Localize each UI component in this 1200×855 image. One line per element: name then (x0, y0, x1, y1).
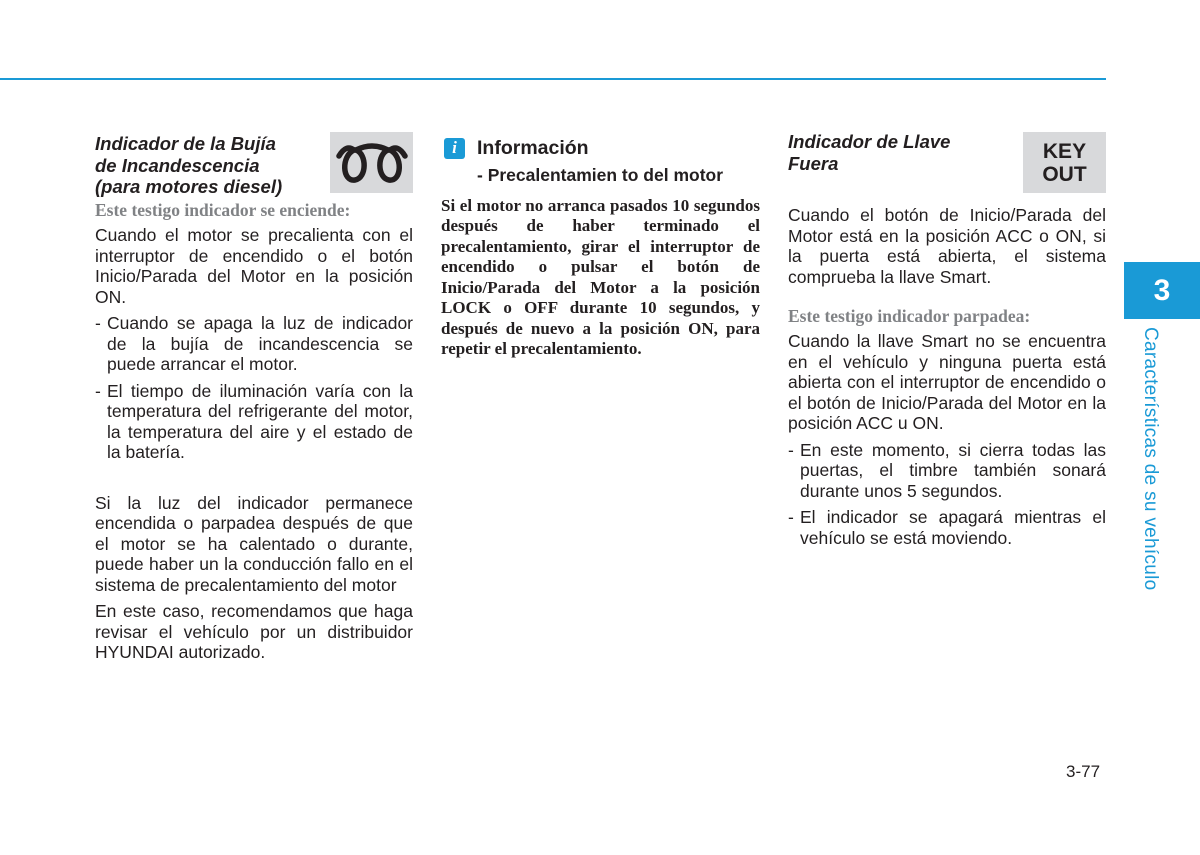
glow-plug-heading: Indicador de la Bujía de Incandescencia (para motores diesel) (95, 133, 283, 197)
info-title: Información (477, 137, 589, 160)
chapter-label: Características de su vehículo (1140, 327, 1161, 591)
key-out-heading: Indicador de Llave Fuera (788, 131, 951, 174)
info-section (441, 138, 760, 360)
key-out-subheading: Este testigo indicador parpadea: (788, 306, 1031, 326)
list-item: - En este momento, si cierra todas las puertas, el timbre también sonará durante unos 5 segundos. (788, 439, 1106, 501)
glow-plug-section (95, 133, 413, 663)
list-item: - Cuando se apaga la luz de indicador de la bujía de incandescencia se puede arrancar el motor. (95, 313, 413, 374)
info-icon: i (444, 138, 465, 159)
key-out-section (788, 131, 1106, 548)
key-out-para1: Cuando el botón de Inicio/Parada del Motor está en la posición ACC o ON, si la puerta está abierta, el sistema comprueba la llave Smart. (788, 205, 1106, 287)
glow-plug-para3: En este caso, recomendamos que haga revisar el vehículo por un distribuidor HYUNDAI autorizado. (95, 601, 413, 662)
chapter-tab: 3 (1124, 262, 1200, 319)
glow-plug-para2: Si la luz del indicador permanece encendida o parpadea después de que el motor se ha calentado o durante, puede haber un la conducción fallo en el sistema de precalentamiento del motor (95, 492, 413, 595)
glow-plug-para1: Cuando el motor se precalienta con el interruptor de encendido o el botón Inicio/Parada del Motor en la posición ON. (95, 225, 413, 307)
key-out-para2: Cuando la llave Smart no se encuentra en el vehículo y ninguna puerta está abierta con el interruptor de encendido o el botón de Inicio/Parada del Motor en la posición ACC u ON. (788, 331, 1106, 433)
top-rule (0, 78, 1106, 80)
info-subtitle: - Precalentamien to del motor (477, 165, 724, 185)
info-body: Si el motor no arranca pasados 10 segundos después de haber terminado el precalentamiento, girar el interruptor de encendido o pulsar el botón de Inicio/Parada del Motor a la posición LOCK o OFF durante 10 segundos, y después de nuevo a la posición ON, para repetir el precalentamiento. (441, 195, 760, 358)
list-item: - El tiempo de iluminación varía con la temperatura del refrigerante del motor, la temperatura del aire y el estado de la batería. (95, 380, 413, 462)
page-number: 3-77 (1066, 762, 1101, 781)
key-out-icon: KEY OUT (1023, 132, 1106, 193)
list-item: - El indicador se apagará mientras el vehículo se está moviendo. (788, 507, 1106, 548)
glow-plug-icon (330, 132, 413, 193)
glow-plug-subheading: Este testigo indicador se enciende: (95, 200, 351, 220)
